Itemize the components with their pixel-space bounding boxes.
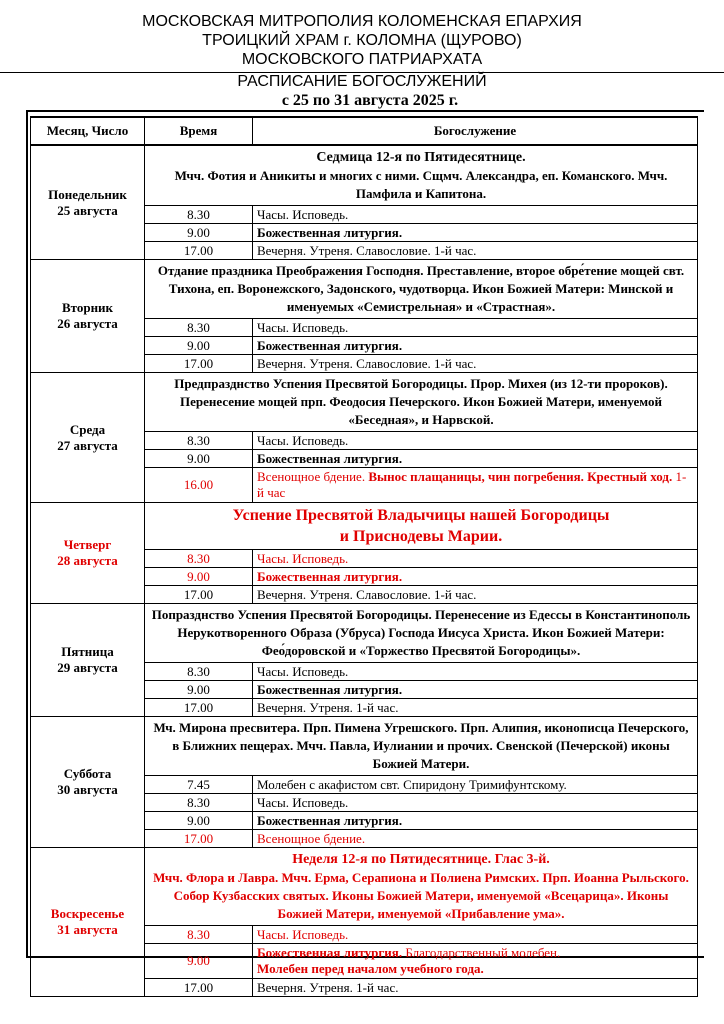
service-time: 9.00 (145, 812, 253, 830)
day-cell-friday (31, 604, 145, 717)
table-header-row (31, 117, 698, 145)
service-text: Вечерня. Утреня. 1-й час. (253, 979, 698, 997)
service-time: 9.00 (145, 681, 253, 699)
service-text: Вечерня. Утреня. Славословие. 1-й час. (253, 586, 698, 604)
service-text: Божественная литургия. (253, 681, 698, 699)
day-title-rest: Мчч. Фотия и Аникиты и многих с ними. Сщмч. Александра, еп. Команского. Мчч. Памфила и Капитона. (174, 168, 668, 201)
service-time: 8.30 (145, 663, 253, 681)
day-row-tuesday (31, 260, 698, 319)
service-time: 8.30 (145, 432, 253, 450)
day-title-thursday (145, 503, 698, 550)
service-text: Часы. Исповедь. (253, 206, 698, 224)
service-text: Божественная литургия. (253, 337, 698, 355)
day-date: 27 августа (57, 437, 118, 453)
schedule-table (30, 116, 698, 997)
service-time: 17.00 (145, 979, 253, 997)
service-text-emphasis: Молебен перед началом учебного года. (257, 961, 484, 976)
service-time: 9.00 (145, 568, 253, 586)
column-header-day: Месяц, Число (31, 117, 145, 145)
header-line-2: ТРОИЦКИЙ ХРАМ г. КОЛОМНА (ЩУРОВО) (202, 32, 522, 49)
column-header-time: Время (145, 117, 253, 145)
service-time: 8.30 (145, 319, 253, 337)
service-text: Часы. Исповедь. (253, 550, 698, 568)
column-header-service: Богослужение (253, 117, 698, 145)
header-line-3: МОСКОВСКОГО ПАТРИАРХАТА (241, 51, 483, 68)
service-time: 8.30 (145, 926, 253, 944)
schedule-heading: РАСПИСАНИЕ БОГОСЛУЖЕНИЙ (237, 73, 487, 90)
header-line-1: МОСКОВСКАЯ МИТРОПОЛИЯ КОЛОМЕНСКАЯ ЕПАРХИЯ (142, 13, 582, 30)
day-title-monday (145, 145, 698, 206)
service-time: 8.30 (145, 794, 253, 812)
day-name: Вторник (61, 300, 114, 315)
service-time: 17.00 (145, 242, 253, 260)
day-title-line: Успение Пресвятой Владычицы нашей Богородицы (232, 507, 610, 524)
day-title-main: Неделя 12-я по Пятидесятнице. Глас 3-й. (292, 852, 550, 867)
day-row-monday (31, 145, 698, 206)
service-time: 7.45 (145, 776, 253, 794)
service-text: Божественная литургия. (253, 568, 698, 586)
service-text: Молебен с акафистом свт. Спиридону Тримифунтскому. (253, 776, 698, 794)
service-text: Часы. Исповедь. (253, 794, 698, 812)
day-title-saturday: Мч. Мирона пресвитера. Прп. Пимена Угрешского. Прп. Алипия, иконописца Печерского, в Ближних пещерах. Мчч. Павла, Иулиании и прочих. Свенской (Печерской) иконы Божией Матери. (145, 717, 698, 776)
service-time: 9.00 (145, 450, 253, 468)
day-row-wednesday (31, 373, 698, 432)
day-title-friday: Попразднство Успения Пресвятой Богородицы. Перенесение из Едессы в Константинополь Нерукотворенного Образа (Убруса) Господа Иисуса Христа. Икон Божией Матери: Фео́доровской и «Торжество Пресвятой Богородицы». (145, 604, 698, 663)
day-name: Среда (69, 421, 106, 437)
service-time: 17.00 (145, 699, 253, 717)
day-title-wednesday: Предпразднство Успения Пресвятой Богородицы. Прор. Михея (из 12-ти пророков). Перенесение мощей прп. Феодосия Печерского. Икон Божией Матери, именуемой «Беседная», и Нарвской. (145, 373, 698, 432)
service-text: Часы. Исповедь. (253, 319, 698, 337)
day-date: 31 августа (57, 922, 118, 937)
day-name: Пятница (61, 644, 114, 659)
service-time: 8.30 (145, 550, 253, 568)
service-text-part: Всенощное бдение. (257, 469, 369, 484)
service-time: 9.00 (145, 944, 253, 979)
service-text (253, 944, 698, 979)
service-time: 17.00 (145, 830, 253, 848)
service-text-part: Благодарственный молебен. (402, 945, 561, 960)
service-text-emphasis: Вынос плащаницы, чин погребения. Крестный ход. (368, 469, 673, 484)
day-row-sunday (31, 848, 698, 926)
service-text: Вечерня. Утреня. 1-й час. (253, 699, 698, 717)
day-name: Суббота (63, 766, 112, 781)
service-time: 17.00 (145, 586, 253, 604)
day-cell-wednesday (31, 373, 145, 503)
day-title-line: и Приснодевы Марии. (339, 528, 503, 545)
day-date: 29 августа (57, 660, 118, 675)
day-row-friday (31, 604, 698, 663)
service-text-emphasis: Божественная литургия. (257, 945, 403, 960)
day-title-sunday (145, 848, 698, 926)
day-row-saturday (31, 717, 698, 776)
day-date: 30 августа (57, 782, 118, 797)
day-date: 28 августа (57, 553, 118, 568)
service-text: Вечерня. Утреня. Славословие. 1-й час. (253, 242, 698, 260)
service-time: 9.00 (145, 337, 253, 355)
service-time: 9.00 (145, 224, 253, 242)
service-text: Вечерня. Утреня. Славословие. 1-й час. (253, 355, 698, 373)
day-title-main: Седмица 12-я по Пятидесятнице. (316, 150, 526, 165)
day-name: Воскресенье (50, 906, 125, 921)
schedule-period: с 25 по 31 августа 2025 г. (281, 92, 459, 109)
day-date: 26 августа (57, 316, 118, 331)
service-text: Часы. Исповедь. (253, 663, 698, 681)
day-title-rest: Мчч. Флора и Лавра. Мчч. Ерма, Серапиона и Полиена Римских. Прп. Иоанна Рыльского. Собор Кузбасских святых. Иконы Божией Матери, именуемой «Всецарица». Иконы Божией Матери, именуемой «Прибавление ума». (153, 870, 689, 921)
day-date: 25 августа (57, 202, 118, 218)
service-text (253, 468, 698, 503)
day-name: Понедельник (48, 186, 127, 202)
service-time: 16.00 (145, 468, 253, 503)
day-name: Четверг (63, 537, 112, 552)
service-text: Божественная литургия. (253, 450, 698, 468)
day-cell-saturday (31, 717, 145, 848)
day-cell-tuesday (31, 260, 145, 373)
day-cell-thursday (31, 503, 145, 604)
day-title-tuesday: Отдание праздника Преображения Господня. Преставление, второе обре́тение мощей свт. Тихона, еп. Воронежского, Задонского, чудотворца. Икон Божией Матери: Минской и именуемых «Семистрельная» и «Страстная». (145, 260, 698, 319)
day-row-thursday (31, 503, 698, 550)
day-cell-monday (31, 145, 145, 260)
service-text: Часы. Исповедь. (253, 926, 698, 944)
service-text: Божественная литургия. (253, 812, 698, 830)
service-text-part: 1-й час (257, 469, 687, 500)
day-cell-sunday (31, 848, 145, 997)
service-text: Всенощное бдение. (253, 830, 698, 848)
service-time: 17.00 (145, 355, 253, 373)
service-time: 8.30 (145, 206, 253, 224)
service-text: Часы. Исповедь. (253, 432, 698, 450)
service-text: Божественная литургия. (253, 224, 698, 242)
